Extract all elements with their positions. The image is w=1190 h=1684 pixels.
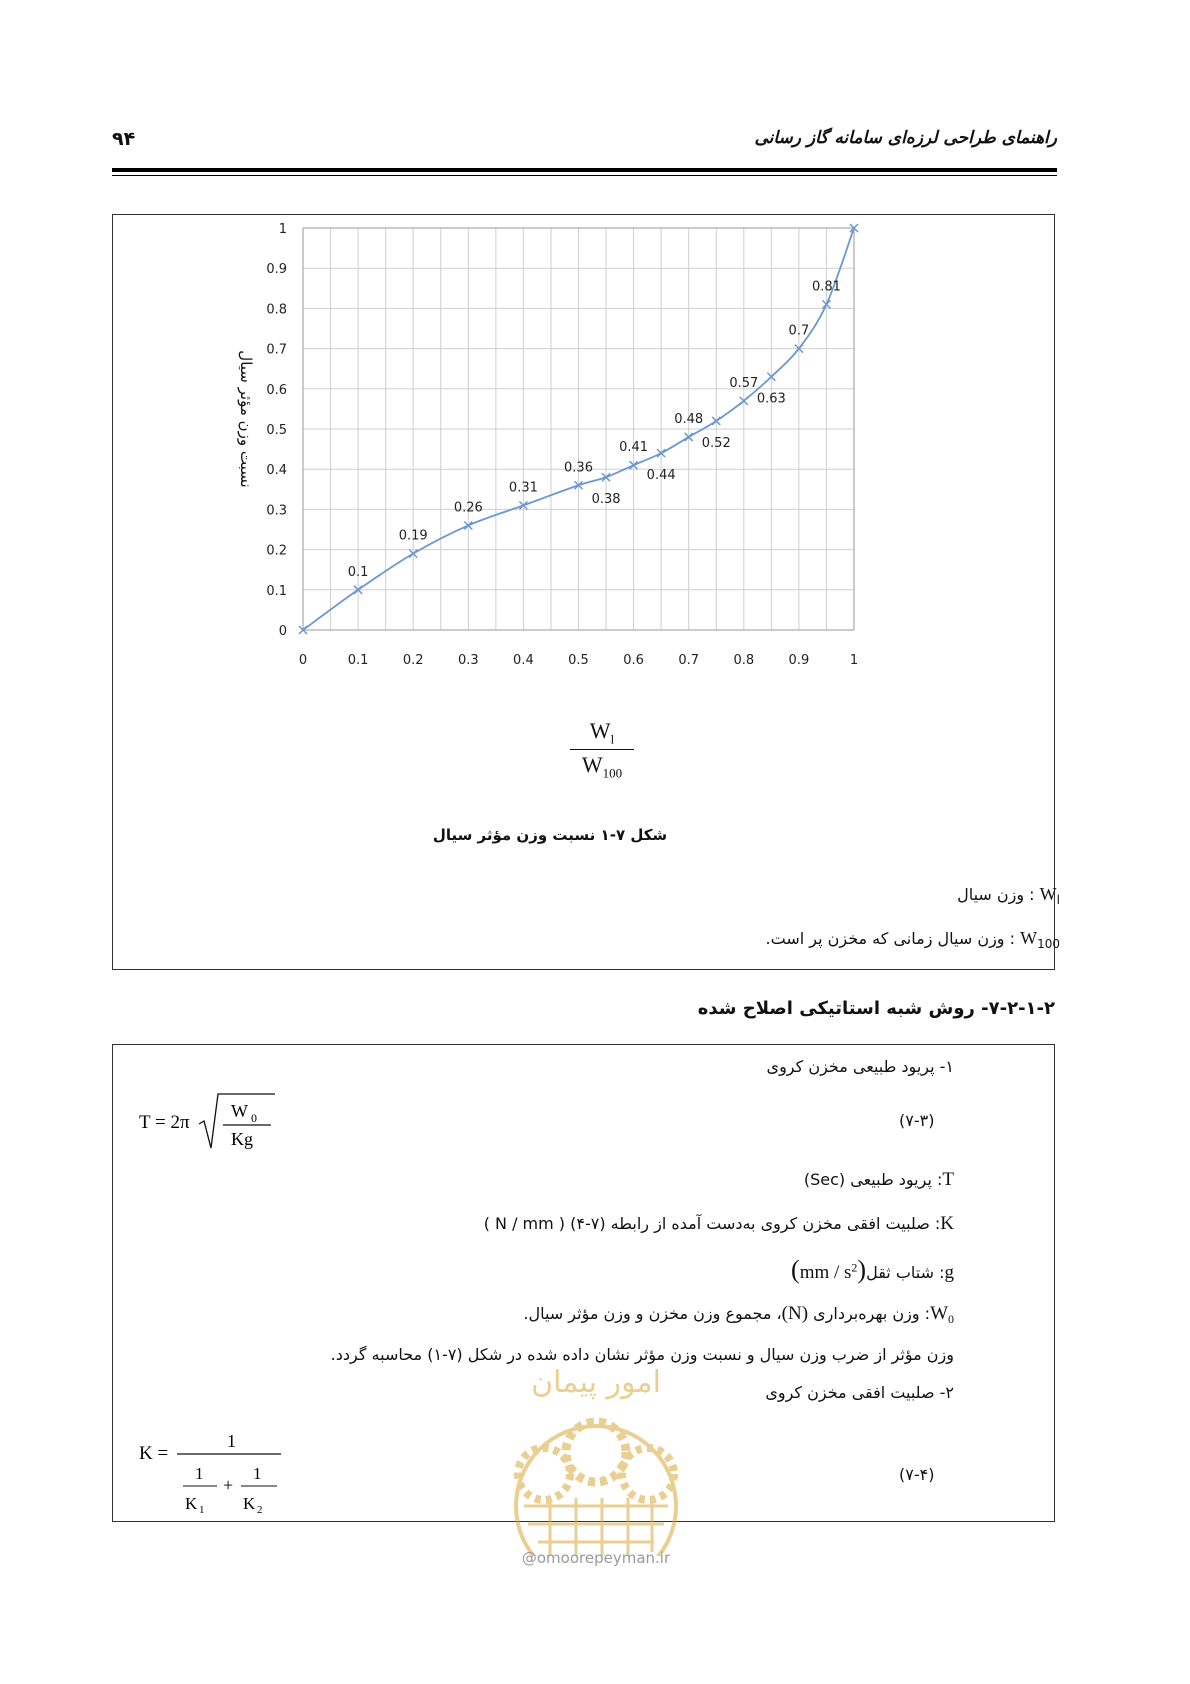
watermark-seal-icon [480,1356,712,1556]
x-tick-label: 1 [849,653,859,668]
y-tick-label: 0 [278,624,287,639]
data-label: 0.1 [347,564,369,580]
watermark-gear-center [566,1422,626,1482]
y-tick-label: 0.4 [266,463,287,479]
equation-number-1: (۷-۳) [899,1111,935,1130]
x-axis-label-denominator: $W_{100}$ [581,752,623,781]
x-tick-label: 0.7 [678,653,700,668]
figure-caption: شکل ۷-۱ نسبت وزن مؤثر سیال [432,826,668,844]
x-axis-label [570,718,634,782]
y-tick-label: 0.1 [266,583,287,599]
fraction-bar [570,749,634,750]
header-rule-thin [112,175,1057,176]
page-header [112,118,1057,158]
y-tick-label: 1 [278,222,287,237]
y-tick-label: 0.9 [266,262,287,278]
formula-k1-num: 1 [195,1464,204,1483]
formula-k1-den: K [185,1494,198,1513]
data-label: 0.48 [674,412,704,428]
watermark-url: @omoorepeyman.ir [521,1549,671,1567]
item-horizontal-stiffness: ۲- صلبیت افقی مخزن کروی [765,1383,954,1402]
data-label: 0.38 [591,492,621,508]
figure-box [112,214,1055,970]
formula-k2-sub: 2 [257,1504,263,1515]
formula-period-num: W [231,1101,248,1121]
effective-weight-note: وزن مؤثر از ضرب وزن سیال و نسبت وزن مؤثر نشان داده شده در شکل (۷-۱) محاسبه گردد. [330,1345,954,1364]
watermark-seal-text: امور پیمان [531,1365,661,1400]
x-tick-label: 0.6 [623,653,644,668]
x-axis-label-numerator: $W_l$ [589,718,615,747]
formula-period [137,1092,277,1154]
legend-wl: $W_l$ : وزن سیال [957,884,1060,908]
page-number: ۹۴ [112,128,136,150]
definition-g: g: شتاب ثقل(mm / $s^2$) [791,1255,954,1284]
watermark-gear-right [622,1448,674,1500]
formula-period-den: Kg [231,1129,253,1149]
data-label: 0.44 [646,468,676,484]
formula-stiffness-num: 1 [227,1431,236,1451]
y-tick-label: 0.5 [266,423,287,438]
header-rule-thick [112,168,1057,172]
x-tick-label: 0.1 [347,653,369,668]
data-label: 0.26 [453,500,483,516]
data-label: 0.36 [564,460,593,476]
formula-k1-sub: 1 [199,1504,205,1515]
item-natural-period: ۱- پریود طبیعی مخزن کروی [766,1057,954,1076]
formula-k2-den: K [243,1494,256,1513]
formula-stiffness-lhs: K = [139,1443,169,1464]
x-tick-label: 0.8 [733,653,755,668]
y-tick-label: 0.3 [266,503,287,519]
definition-T: T: پریود طبیعی (Sec) [803,1169,954,1190]
data-label: 0.81 [811,279,841,295]
book-title: راهنمای طراحی لرزه‌ای سامانه گاز رسانی [754,128,1057,148]
formula-k2-num: 1 [253,1464,262,1483]
watermark-grid [524,1498,668,1556]
x-tick-label: 0.2 [402,653,424,668]
data-label: 0.19 [398,528,428,544]
y-axis-label: نسبت وزن مؤثر سیال [237,350,255,488]
definition-W0: $W_0$: وزن بهره‌برداری (N)، مجموع وزن مخزن و وزن مؤثر سیال. [523,1303,954,1327]
data-label: 0.31 [508,480,538,496]
legend-w100: $W_{100}$ : وزن سیال زمانی که مخزن پر است. [765,928,1060,952]
data-label: 0.52 [701,435,731,451]
x-tick-label: 0.5 [568,653,589,668]
section-heading: ۷-۲-۱-۲- روش شبه استاتیکی اصلاح شده [697,998,1055,1019]
x-tick-label: 0.9 [788,653,810,668]
x-tick-label: 0 [298,653,308,668]
data-label: 0.7 [788,323,810,339]
y-tick-label: 0.6 [266,382,287,398]
data-label: 0.41 [619,440,649,456]
formula-plus: + [223,1475,234,1495]
effective-weight-chart [113,215,1054,969]
data-label: 0.63 [756,391,786,407]
formula-period-lhs: T = 2π [139,1112,190,1133]
y-tick-label: 0.7 [266,342,287,358]
formula-period-num-sub: 0 [251,1111,257,1125]
x-tick-label: 0.4 [513,653,534,668]
data-label: 0.57 [729,375,759,391]
definition-K: K: صلبیت افقی مخزن کروی به‌دست آمده از رابطه (۷-۴) ( N / mm ) [483,1213,954,1234]
x-tick-label: 0.3 [457,653,479,668]
equation-number-2: (۷-۴) [899,1465,935,1484]
formula-stiffness [137,1429,287,1515]
y-tick-label: 0.2 [266,543,287,559]
y-tick-label: 0.8 [266,302,287,318]
